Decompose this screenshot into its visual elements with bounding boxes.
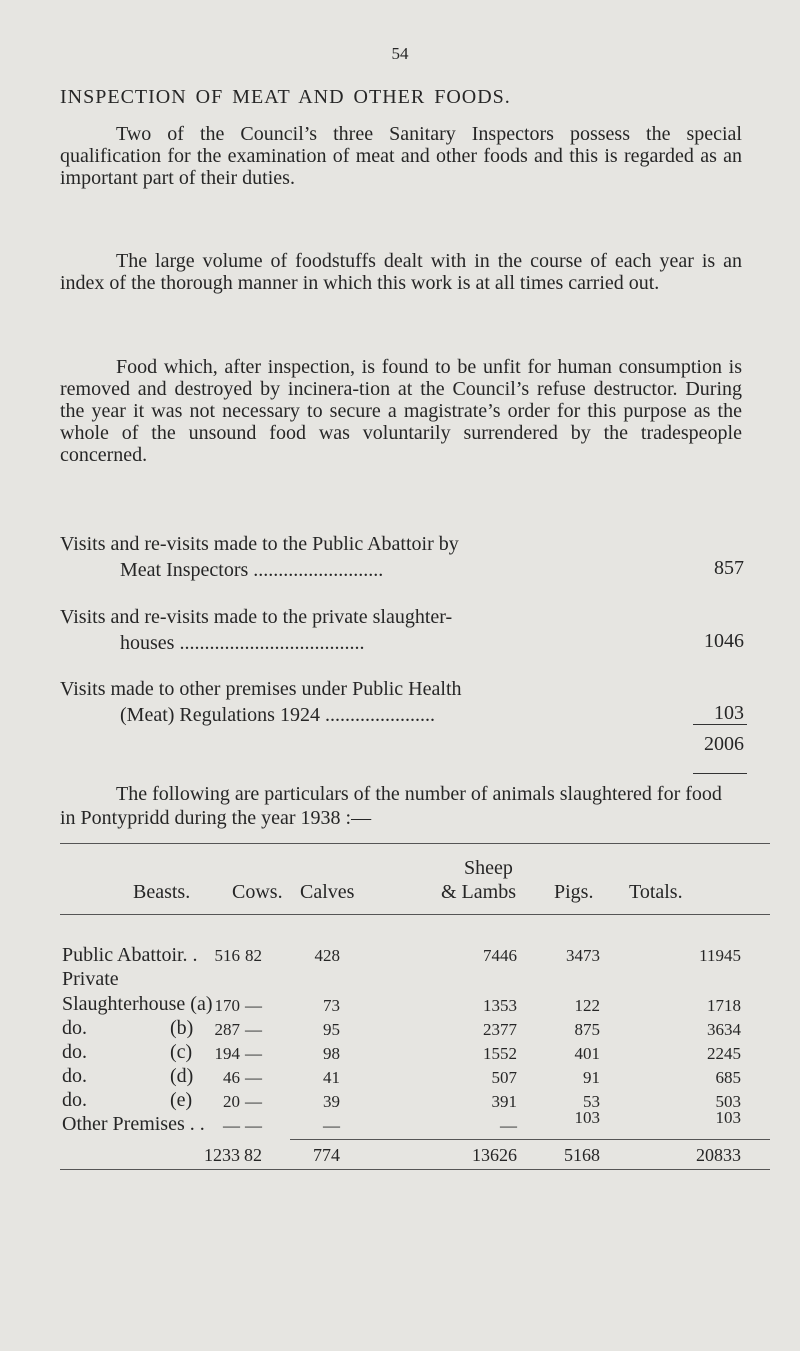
- cell-calves: —: [323, 1116, 340, 1135]
- cell-cows: —: [245, 1020, 262, 1039]
- cell-pigs: 875: [574, 1020, 600, 1039]
- visits-slaughterhouses-value: 1046: [704, 630, 744, 652]
- paragraph-1: Two of the Council’s three Sanitary Inspectors possess the special qualification for the examination of meat and other foods and this is regarded as an important part of their duties.: [60, 123, 742, 189]
- cell-calves: 95: [323, 1020, 340, 1039]
- cell-cows: —: [245, 1092, 262, 1111]
- cell-sheep: 7446: [483, 946, 517, 965]
- cell-cows: —: [245, 996, 262, 1015]
- row-label: do.: [62, 1017, 87, 1039]
- visits-other-premises-line1: Visits made to other premises under Public Health: [60, 678, 462, 700]
- page-number: 54: [391, 44, 409, 63]
- page-title: INSPECTION OF MEAT AND OTHER FOODS.: [60, 86, 511, 108]
- visits-abattoir-value: 857: [714, 557, 744, 579]
- table-top-rule: [60, 843, 770, 844]
- cell-pigs: 53: [583, 1092, 600, 1111]
- visits-other-premises-label: [60, 676, 670, 728]
- visits-slaughterhouses-line1: Visits and re-visits made to the private slaughter-: [60, 606, 453, 628]
- cell-totals: 1718: [707, 996, 741, 1015]
- row-label: do.: [62, 1041, 87, 1063]
- table-bottom-rule: [60, 1169, 770, 1170]
- total-totals: 20833: [696, 1145, 741, 1165]
- cell-totals: 3634: [707, 1020, 741, 1039]
- cell-sheep: —: [500, 1116, 517, 1135]
- cell-pigs: 103: [574, 1108, 600, 1127]
- intro-paragraph: The following are particulars of the number of animals slaughtered for food in Pontypridd during the year 1938 :—: [60, 783, 722, 829]
- total-cows: 82: [244, 1145, 262, 1165]
- cell-pigs: 122: [574, 996, 600, 1015]
- visits-abattoir-line2: Meat Inspectors ..........................: [120, 559, 384, 581]
- cell-beasts: 194: [214, 1044, 240, 1063]
- cell-calves: 39: [323, 1092, 340, 1111]
- cell-beasts: 287: [214, 1020, 240, 1039]
- cell-beasts: 170: [214, 996, 240, 1015]
- row-label: do.: [62, 1065, 87, 1087]
- table-header-rule: [60, 914, 770, 915]
- total-pigs: 5168: [564, 1145, 600, 1165]
- cell-calves: 98: [323, 1044, 340, 1063]
- visits-slaughterhouses-line2: houses .....................................: [120, 632, 365, 654]
- cell-beasts: —: [223, 1116, 240, 1135]
- cell-cows: —: [245, 1044, 262, 1063]
- paragraph-3: Food which, after inspection, is found to be unfit for human consumption is removed and destroyed by incinera-tion at the Council’s refuse destructor. During the year it was not necessary to secure a magistrate’s order for this purpose as the whole of the unsound food was voluntarily surrendered by the tradespeople concerned.: [60, 356, 742, 466]
- cell-totals: 103: [715, 1108, 741, 1127]
- cell-totals: 11945: [699, 946, 741, 965]
- row-label: Public Abattoir. .: [62, 944, 198, 966]
- row-label: Private: [62, 968, 119, 990]
- cell-pigs: 401: [574, 1044, 600, 1063]
- row-label-2: (b): [170, 1017, 194, 1039]
- cell-totals: 685: [715, 1068, 741, 1087]
- cell-sheep: 507: [491, 1068, 517, 1087]
- totals-top-rule: [290, 1139, 770, 1140]
- header-calves: Calves: [300, 881, 355, 903]
- cell-totals: 2245: [707, 1044, 741, 1063]
- header-sheep-line1: Sheep: [464, 857, 513, 879]
- cell-cows: —: [245, 1068, 262, 1087]
- header-totals: Totals.: [629, 881, 683, 903]
- visits-abattoir-label: [60, 531, 670, 583]
- header-sheep-line2: & Lambs: [441, 881, 516, 903]
- cell-cows: —: [245, 1116, 262, 1135]
- header-beasts: Beasts.: [133, 881, 191, 903]
- cell-beasts: 46: [223, 1068, 240, 1087]
- cell-calves: 428: [314, 946, 340, 965]
- cell-totals: 503: [715, 1092, 741, 1111]
- cell-sheep: 1552: [483, 1044, 517, 1063]
- row-label: do.: [62, 1089, 87, 1111]
- row-label-2: (e): [170, 1089, 193, 1111]
- visits-total-value: 2006: [704, 733, 744, 755]
- total-sheep: 13626: [472, 1145, 517, 1165]
- visits-other-premises-value: 103: [714, 702, 744, 724]
- row-label-2: (c): [170, 1041, 193, 1063]
- cell-pigs: 91: [583, 1068, 600, 1087]
- header-pigs: Pigs.: [554, 881, 594, 903]
- row-label-2: Slaughterhouse (a): [62, 993, 213, 1015]
- cell-pigs: 3473: [566, 946, 600, 965]
- row-label: Other Premises . .: [62, 1113, 205, 1135]
- visits-other-premises-line2: (Meat) Regulations 1924 ......................: [120, 704, 435, 726]
- cell-sheep: 1353: [483, 996, 517, 1015]
- cell-beasts: 516: [214, 946, 240, 965]
- divider: [693, 724, 747, 725]
- cell-sheep: 2377: [483, 1020, 517, 1039]
- cell-cows: 82: [245, 946, 262, 965]
- cell-beasts: 20: [223, 1092, 240, 1111]
- visits-slaughterhouses-label: [60, 604, 670, 656]
- cell-sheep: 391: [491, 1092, 517, 1111]
- cell-calves: 73: [323, 996, 340, 1015]
- visits-abattoir-line1: Visits and re-visits made to the Public Abattoir by: [60, 533, 459, 555]
- header-cows: Cows.: [232, 881, 283, 903]
- divider: [693, 773, 747, 774]
- total-beasts: 1233: [204, 1145, 240, 1165]
- paragraph-2: The large volume of foodstuffs dealt with in the course of each year is an index of the thorough manner in which this work is at all times carried out.: [60, 250, 742, 294]
- total-calves: 774: [313, 1145, 340, 1165]
- cell-calves: 41: [323, 1068, 340, 1087]
- row-label-2: (d): [170, 1065, 194, 1087]
